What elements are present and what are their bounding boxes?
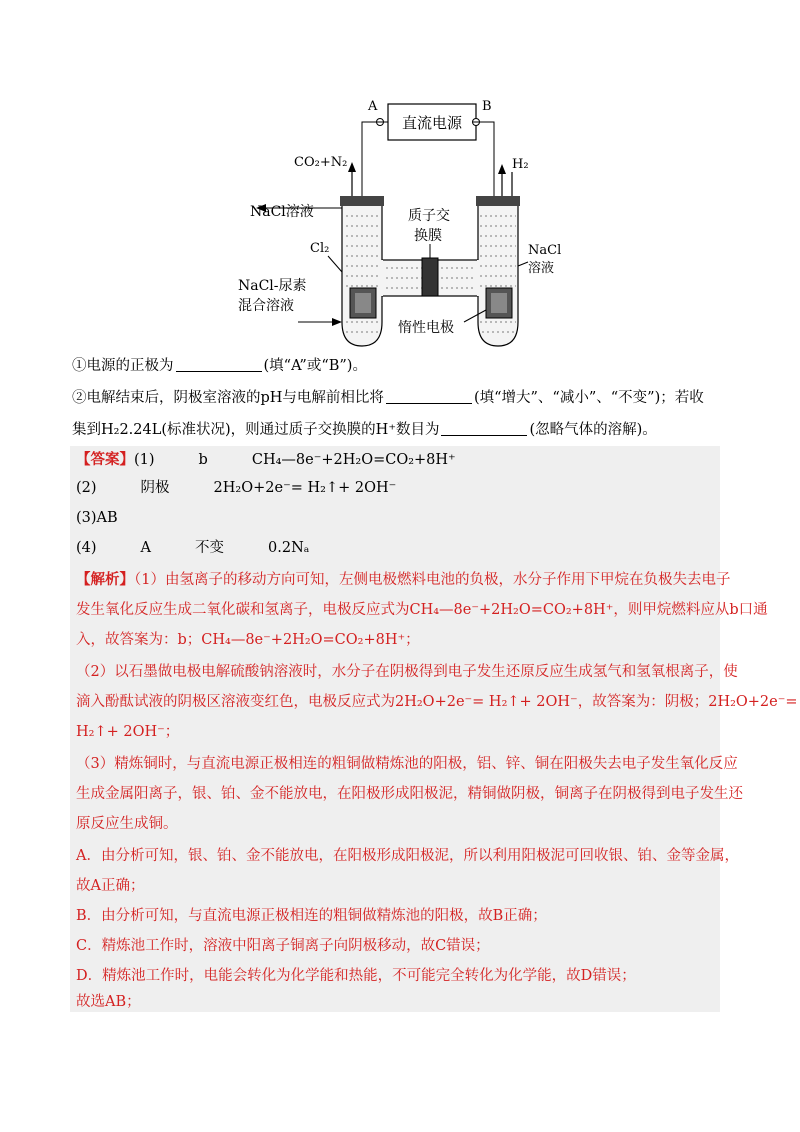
analysis-line-8: 生成金属阳离子，银、铂、金不能放电，在阳极形成阳极泥，精铜做阴极，铜离子在阴极得到电子发生还 bbox=[76, 786, 743, 802]
left-stopper bbox=[340, 196, 384, 206]
inflow-arrow bbox=[332, 318, 342, 326]
analysis-line-6: H₂↑+ 2OH⁻； bbox=[76, 724, 180, 740]
right-tube bbox=[478, 202, 518, 346]
analysis-line-14: D．精炼池工作时，电能会转化为化学能和热能，不可能完全转化为化学能，故D错误； bbox=[76, 968, 636, 984]
proton-membrane bbox=[422, 258, 438, 296]
analysis-line-3: 入，故答案为：b；CH₄—8e⁻+2H₂O=CO₂+8H⁺； bbox=[76, 632, 420, 648]
analysis-line-10: A．由分析可知，银、铂、金不能放电，在阳极形成阳极泥，所以利用阳极泥可回收银、铂、金等金属， bbox=[76, 848, 739, 864]
answer-line-2: (2) 阴极 2H₂O+2e⁻= H₂↑+ 2OH⁻ bbox=[76, 480, 397, 496]
gas-right-label: H₂ bbox=[512, 157, 529, 172]
analysis-line-5: 滴入酚酞试液的阴极区溶液变红色，电极反应式为2H₂O+2e⁻= H₂↑+ 2OH⁻，故答案为：阴极；2H₂O+2e⁻= bbox=[76, 694, 798, 710]
label-a: A bbox=[368, 99, 378, 114]
cl2-label: Cl₂ bbox=[310, 241, 330, 256]
mix-label-2: 混合溶液 bbox=[238, 298, 294, 314]
power-supply-label: 直流电源 bbox=[401, 114, 463, 132]
answer-blank bbox=[386, 389, 472, 404]
question-3: 集到H₂2.24L(标准状况)，则通过质子交换膜的H⁺数目为 (忽略气体的溶解)。 bbox=[72, 422, 657, 438]
analysis-line-15: 故选AB； bbox=[76, 994, 141, 1010]
electrode-label: 惰性电极 bbox=[398, 320, 454, 336]
membrane-label-2: 换膜 bbox=[414, 228, 442, 244]
analysis-line-13: C．精炼池工作时，溶液中阳离子铜离子向阴极移动，故C错误； bbox=[76, 938, 490, 954]
analysis-line-12: B．由分析可知，与直流电源正极相连的粗铜做精炼池的阳极，故B正确； bbox=[76, 908, 547, 924]
left-tube bbox=[342, 202, 382, 346]
analysis-line-1: 【解析】（1）由氢离子的移动方向可知，左侧电极燃料电池的负极，水分子作用下甲烷在负极失去电子 bbox=[76, 571, 731, 588]
nacl-right-label-1: NaCl bbox=[528, 243, 562, 258]
right-stopper bbox=[476, 196, 520, 206]
electrolysis-cell-svg bbox=[210, 92, 570, 354]
answer-block bbox=[70, 446, 798, 1012]
gas-arrow-left bbox=[348, 162, 356, 172]
label-b: B bbox=[482, 99, 492, 114]
analysis-line-9: 原反应生成铜。 bbox=[76, 816, 178, 832]
question-1: ①电源的正极为 (填“A”或“B”)。 bbox=[72, 358, 367, 374]
membrane-label-1: 质子交 bbox=[408, 208, 450, 224]
answer-line-3: (3)AB bbox=[76, 510, 118, 526]
answer-blank bbox=[441, 421, 527, 436]
answer-line-4: (4) A 不变 0.2Nₐ bbox=[76, 540, 310, 556]
analysis-line-4: （2）以石墨做电极电解硫酸钠溶液时，水分子在阴极得到电子发生还原反应生成氢气和氢氧根离子，使 bbox=[76, 664, 738, 680]
question-2: ②电解结束后，阴极室溶液的pH与电解前相比将 (填“增大”、“减小”、“不变”)；若收 bbox=[72, 390, 704, 406]
nacl-right-label-2: 溶液 bbox=[528, 261, 555, 276]
answer-line-1: 【答案】(1) b CH₄—8e⁻+2H₂O=CO₂+8H⁺ bbox=[76, 451, 456, 468]
mix-label-1: NaCl-尿素 bbox=[238, 278, 307, 294]
answer-blank bbox=[176, 357, 262, 372]
nacl-outflow-label: NaCl溶液 bbox=[250, 204, 314, 220]
gas-left-label: CO₂+N₂ bbox=[294, 155, 348, 170]
gas-arrow-right bbox=[498, 164, 506, 174]
electrolysis-diagram bbox=[210, 92, 570, 354]
analysis-line-2: 发生氧化反应生成二氧化碳和氢离子，电极反应式为CH₄—8e⁻+2H₂O=CO₂+8H⁺，则甲烷燃料应从b口通 bbox=[76, 602, 768, 618]
analysis-line-11: 故A正确； bbox=[76, 878, 145, 894]
analysis-line-7: （3）精炼铜时，与直流电源正极相连的粗铜做精炼池的阳极，铝、锌、铜在阳极失去电子发生氧化反应 bbox=[76, 756, 738, 772]
